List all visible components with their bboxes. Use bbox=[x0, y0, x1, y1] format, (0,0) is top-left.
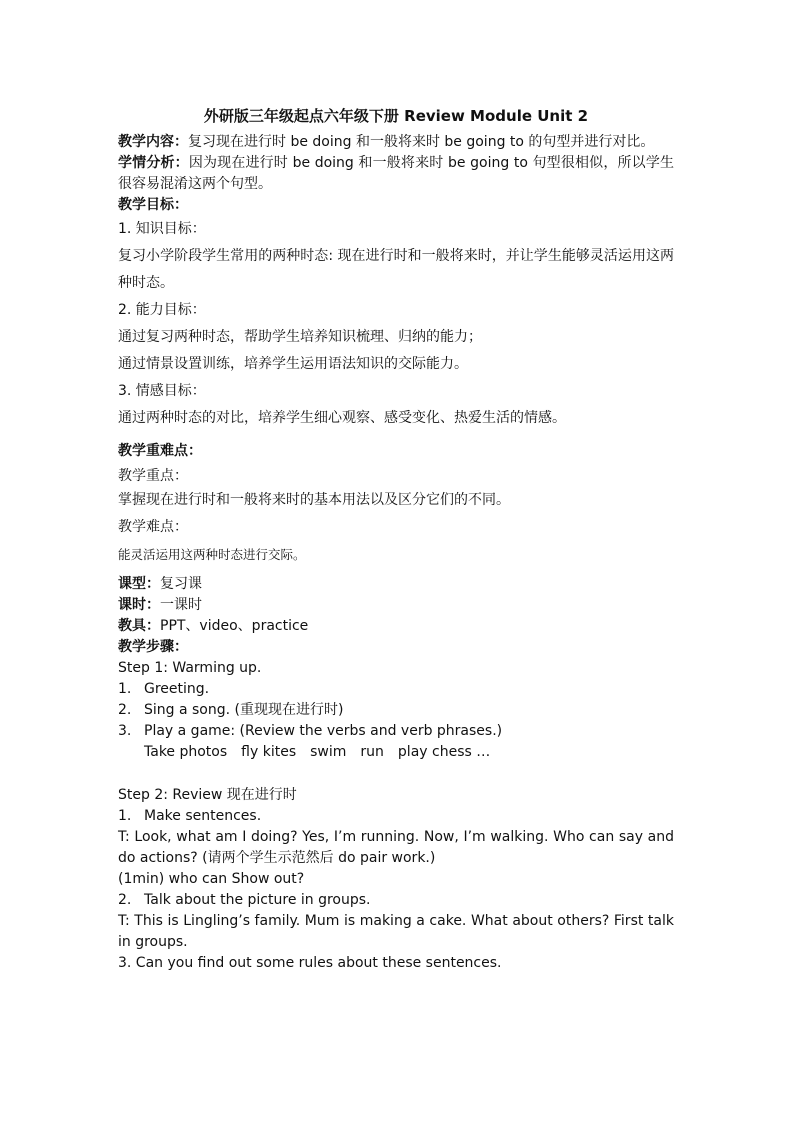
word-item: Take photos bbox=[144, 744, 228, 760]
word-item: run bbox=[360, 744, 384, 760]
step1-item-2: 2. Sing a song. (重现现在进行时) bbox=[118, 702, 344, 718]
tools-label: 教具： bbox=[118, 618, 160, 634]
word-item: fly kites bbox=[241, 744, 297, 760]
content-text: 复习现在进行时 be doing 和一般将来时 be going to 的句型并进行对比。 bbox=[188, 134, 655, 150]
step2-title: Step 2: Review 现在进行时 bbox=[118, 787, 297, 803]
lesson-tools bbox=[118, 616, 674, 637]
analysis-paragraph bbox=[118, 153, 674, 195]
goal3-title: 3. 情感目标： bbox=[118, 383, 206, 399]
step1-title: Step 1: Warming up. bbox=[118, 660, 262, 676]
step1-word-list bbox=[118, 742, 674, 763]
step2-t2: T: This is Lingling’s family. Mum is making a cake. What about others? First talk in groups. bbox=[118, 913, 674, 950]
lesson-type bbox=[118, 574, 674, 595]
step2-item-3: 3. Can you find out some rules about these sentences. bbox=[118, 955, 502, 971]
content-paragraph bbox=[118, 132, 674, 153]
lesson-time bbox=[118, 595, 674, 616]
type-label: 课型： bbox=[118, 576, 160, 592]
goals-label: 教学目标： bbox=[118, 197, 188, 213]
goal1-title: 1. 知识目标： bbox=[118, 221, 206, 237]
diff-text: 能灵活运用这两种时态进行交际。 bbox=[118, 547, 306, 562]
step1-item-3: 3. Play a game: (Review the verbs and verb phrases.) bbox=[118, 723, 503, 739]
diff-title: 教学难点： bbox=[118, 519, 188, 535]
time-label: 课时： bbox=[118, 597, 160, 613]
analysis-label: 学情分析： bbox=[118, 155, 189, 171]
goal2-text2: 通过情景设置训练，培养学生运用语法知识的交际能力。 bbox=[118, 356, 468, 372]
goal1-text: 复习小学阶段学生常用的两种时态: 现在进行时和一般将来时，并让学生能够灵活运用这两种时态。 bbox=[118, 248, 674, 291]
document-page bbox=[118, 104, 674, 974]
content-label: 教学内容： bbox=[118, 134, 188, 150]
key-title: 教学重点： bbox=[118, 468, 188, 484]
type-value: 复习课 bbox=[160, 576, 202, 592]
analysis-text: 因为现在进行时 be doing 和一般将来时 be going to 句型很相似，所以学生很容易混淆这两个句型。 bbox=[118, 155, 674, 192]
goal2-text1: 通过复习两种时态，帮助学生培养知识梳理、归纳的能力； bbox=[118, 329, 482, 345]
key-text: 掌握现在进行时和一般将来时的基本用法以及区分它们的不同。 bbox=[118, 492, 510, 508]
step1-item-1: 1. Greeting. bbox=[118, 681, 210, 697]
tools-value: PPT、video、practice bbox=[160, 618, 309, 634]
goal2-title: 2. 能力目标： bbox=[118, 302, 206, 318]
time-value: 一课时 bbox=[160, 597, 202, 613]
step2-item-1: 1. Make sentences. bbox=[118, 808, 262, 824]
steps-label: 教学步骤： bbox=[118, 639, 188, 655]
step2-show: (1min) who can Show out? bbox=[118, 871, 305, 887]
document-title: 外研版三年级起点六年级下册 Review Module Unit 2 bbox=[203, 107, 589, 125]
step2-item-2: 2. Talk about the picture in groups. bbox=[118, 892, 371, 908]
step2-t1: T: Look, what am I doing? Yes, I’m running. Now, I’m walking. Who can say and do actions? (请两个学生示范然后 do pair work.) bbox=[118, 829, 674, 866]
word-item: swim bbox=[310, 744, 347, 760]
word-item: play chess … bbox=[397, 744, 491, 760]
goal3-text: 通过两种时态的对比，培养学生细心观察、感受变化、热爱生活的情感。 bbox=[118, 410, 566, 426]
keypoints-label: 教学重难点： bbox=[118, 443, 202, 459]
